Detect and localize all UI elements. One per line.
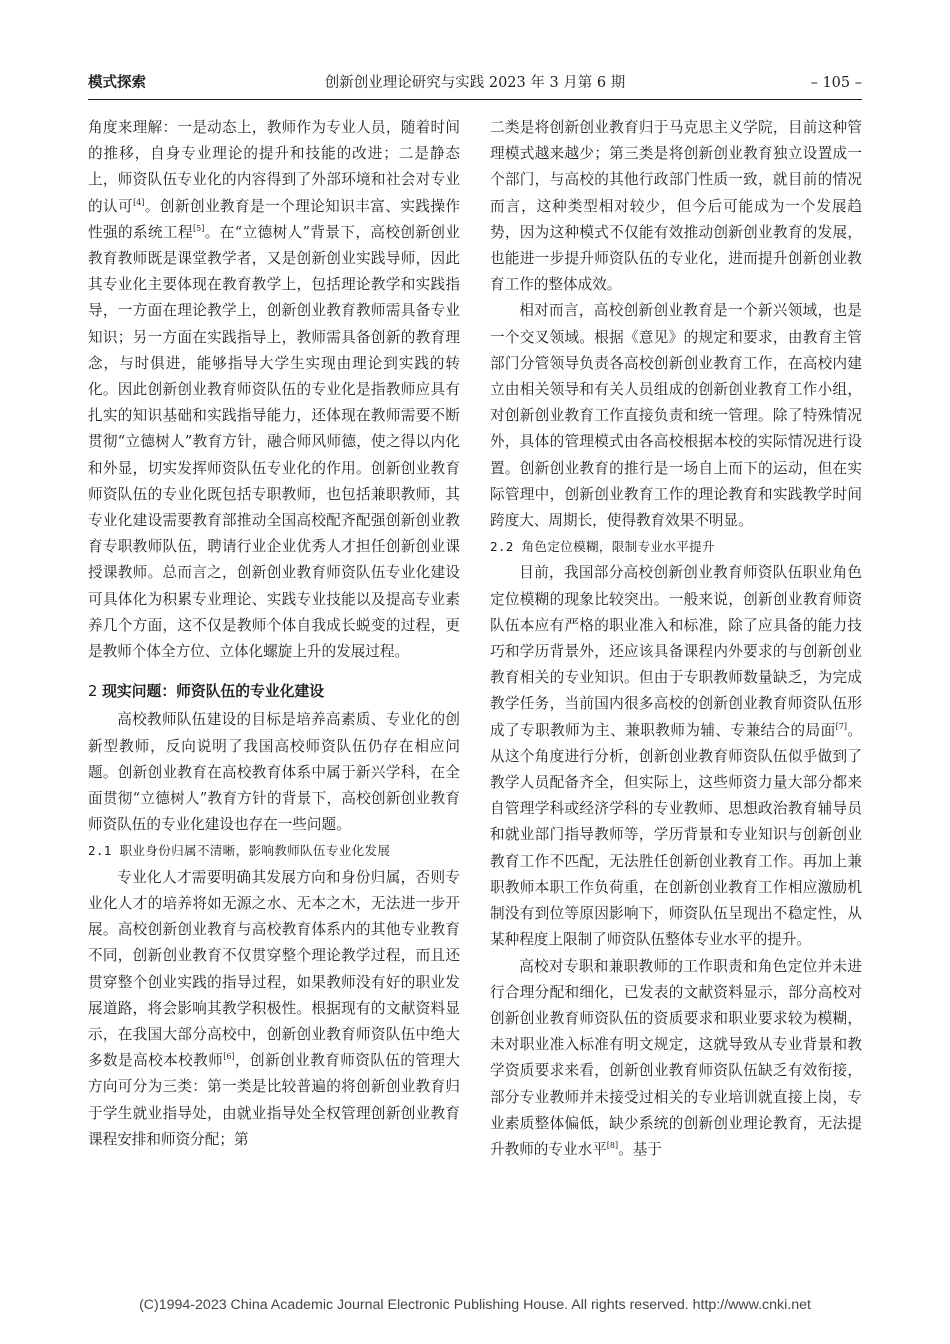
left-column xyxy=(88,115,460,1153)
paragraph: 相对而言，高校创新创业教育是一个新兴领域，也是一个交叉领域。根据《意见》的规定和要求，由教育主管部门分管领导负责各高校创新创业教育工作，在高校内建立由相关领导和有关人员组成的创新创业教育工作小组，对创新创业教育工作直接负责和统一管理。除了特殊情况外，具体的管理模式由各高校根据本校的实际情况进行设置。创新创业教育的推行是一场自上而下的运动，但在实际管理中，创新创业教育工作的理论教育和实践教学时间跨度大、周期长，使得教育效果不明显。 xyxy=(490,302,862,530)
citation[interactable]: [8] xyxy=(606,1140,619,1150)
paragraph: 二类是将创新创业教育归于马克思主义学院，目前这种管理模式越来越少；第三类是将创新创业教育独立设置成一个部门，与高校的其他行政部门性质一致，就目前的情况而言，这种类型相对较少，但今后可能成为一个发展趋势，因为这种模式不仅能有效推动创新创业教育的发展，也能进一步提升师资队伍的专业化，进而提升创新创业教育工作的整体成效。 xyxy=(490,119,862,294)
citation[interactable]: [4] xyxy=(133,197,145,207)
paragraph: 专业化人才需要明确其发展方向和身份归属，否则专业化人才的培养将如无源之水、无本之木，无法进一步开展。高校创新创业教育与高校教育体系内的其他专业教育不同，创新创业教育不仅贯穿整个理论教学过程，而且还贯穿整个创业实践的指导过程，如果教师没有好的职业发展道路，将会影响其教学积极性。根据现有的文献资料显示，在我国大部分高校中，创新创业教育师资队伍中绝大多数是高校本校教师[6]，创新创业教育师资队伍的管理大方向可分为三类：第一类是比较普遍的将创新创业教育归于学生就业指导处，由就业指导处全权管理创新创业教育课程安排和师资分配；第 xyxy=(88,868,460,1148)
section-heading: 2 现实问题：师资队伍的专业化建设 xyxy=(88,683,325,701)
citation[interactable]: [6] xyxy=(223,1052,235,1062)
subsection-heading: 2.1 职业身份归属不清晰，影响教师队伍专业化发展 xyxy=(88,843,391,859)
copyright-footer: (C)1994-2023 China Academic Journal Electronic Publishing House. All rights reserved. http://www.cnki.net xyxy=(139,1297,811,1313)
section-label: 模式探索 xyxy=(88,75,146,91)
page-header xyxy=(88,70,862,96)
subsection-heading: 2.2 角色定位模糊，限制专业水平提升 xyxy=(490,539,715,555)
page-number: – 105 – xyxy=(810,75,862,91)
paragraph: 角度来理解：一是动态上，教师作为专业人员，随着时间的推移，自身专业理论的提升和技能的改进；二是静态上，师资队伍专业化的内容得到了外部环境和社会对专业的认可[4]。创新创业教育是一个理论知识丰富、实践操作性强的系统工程[5]。在“立德树人”背景下，高校创新创业教育教师既是课堂教学者，又是创新创业实践导师，因此其专业化主要体现在教育教学上，包括理论教学和实践指导，一方面在理论教学上，创新创业教育教师需具备专业知识；另一方面在实践指导上，教师需具备创新的教育理念，与时俱进，能够指导大学生实现由理论到实践的转化。因此创新创业教育师资队伍的专业化是指教师应具有扎实的知识基础和实践指导能力，还体现在教师需要不断贯彻“立德树人”教育方针，融合师风师德，使之得以内化和外显，切实发挥师资队伍专业化的作用。创新创业教育师资队伍的专业化既包括专职教师，也包括兼职教师，其专业化建设需要教育部推动全国高校配齐配强创新创业教育专职教师队伍，聘请行业企业优秀人才担任创新创业课授课教师。总而言之，创新创业教育师资队伍专业化建设可具体化为积累专业理论、实践专业技能以及提高专业素养几个方面，这不仅是教师个体自我成长蜕变的过程，更是教师个体全方位、立体化螺旋上升的发展过程。 xyxy=(88,119,460,661)
citation[interactable]: [5] xyxy=(192,223,205,233)
paragraph: 高校对专职和兼职教师的工作职责和角色定位并未进行合理分配和细化，已发表的文献资料显示，部分高校对创新创业教育师资队伍的资质要求和职业要求较为模糊，未对职业准入标准有明文规定，这就导致从专业背景和教学资质要求来看，创新创业教育师资队伍缺乏有效衔接，部分专业教师并未接受过相关的专业培训就直接上岗，专业素质整体偏低，缺少系统的创新创业理论教育，无法提升教师的专业水平[8]。基于 xyxy=(490,957,862,1158)
paragraph: 高校教师队伍建设的目标是培养高素质、专业化的创新型教师，反向说明了我国高校师资队伍仍存在相应问题。创新创业教育在高校教育体系中属于新兴学科，在全面贯彻“立德树人”教育方针的背景下，高校创新创业教育师资队伍的专业化建设也存在一些问题。 xyxy=(88,711,460,834)
journal-title: 创新创业理论研究与实践 2023 年 3 月第 6 期 xyxy=(324,75,626,91)
header-rule xyxy=(88,99,862,100)
citation[interactable]: [7] xyxy=(835,721,847,731)
paragraph: 目前，我国部分高校创新创业教育师资队伍职业角色定位模糊的现象比较突出。一般来说，创新创业教育师资队伍本应有严格的职业准入和标准，除了应具备的能力技巧和学历背景外，还应该具备课程内外要求的与创新创业教育相关的专业知识。但由于专职教师数量缺乏，为完成教学任务，当前国内很多高校的创新创业教育师资队伍形成了专职教师为主、兼职教师为辅、专兼结合的局面[7]。从这个角度进行分析，创新创业教育师资队伍似乎做到了教学人员配备齐全，但实际上，这些师资力量大部分都来自管理学科或经济学科的专业教师、思想政治教育辅导员和就业部门指导教师等，学历背景和专业知识与创新创业教育工作不匹配，无法胜任创新创业教育工作。再加上兼职教师本职工作负荷重，在创新创业教育工作相应激励机制没有到位等原因影响下，师资队伍呈现出不稳定性，从某种程度上限制了师资队伍整体专业水平的提升。 xyxy=(490,564,862,949)
right-column xyxy=(490,115,862,1163)
